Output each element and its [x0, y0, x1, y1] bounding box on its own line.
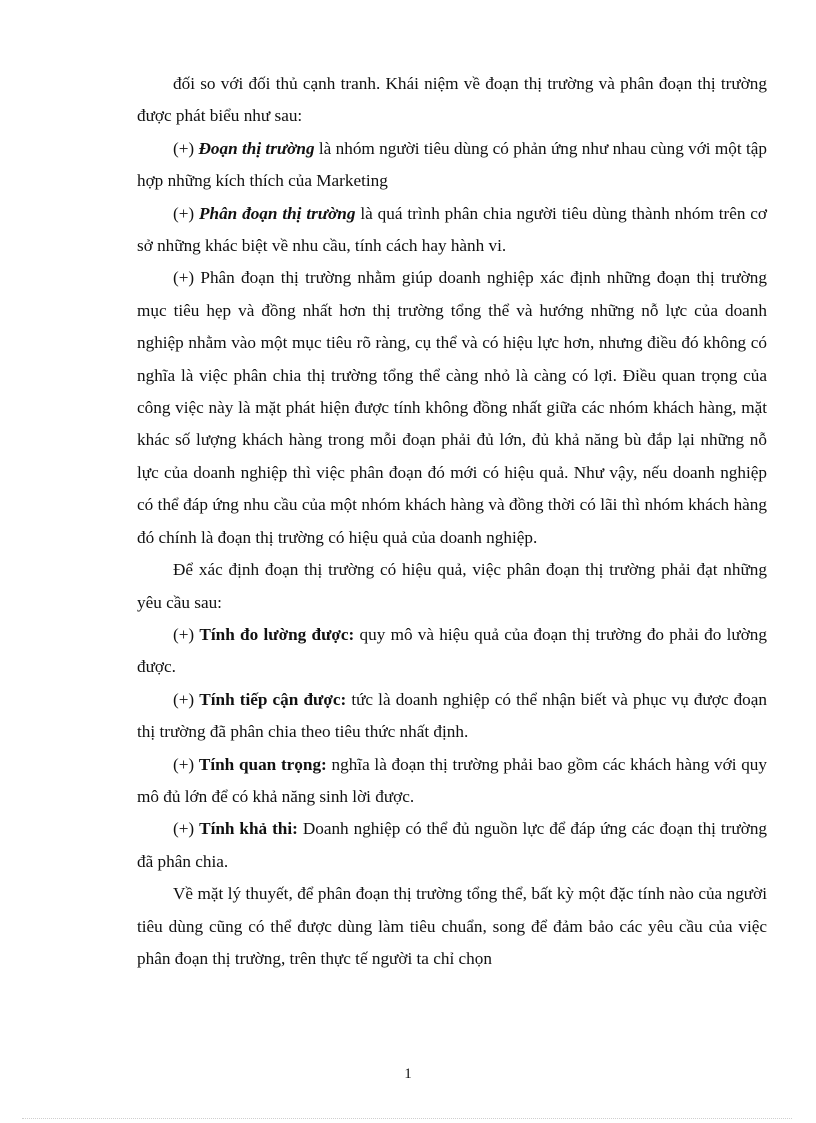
term-segmentation: Phân đoạn thị trường [199, 203, 356, 223]
requirement-text: nghĩa là đoạn thị trường phải bao gồm các khách hàng với quy mô đủ lớn để có khả năng sinh lời được. [137, 754, 767, 806]
definition-text: là quá trình phân chia người tiêu dùng thành nhóm trên cơ sở những khác biệt về nhu cầu, tính cách hay hành vi. [137, 203, 768, 256]
term-segment: Đoạn thị trường [198, 138, 315, 158]
paragraph-req-accessible [137, 684, 767, 749]
bullet-prefix: (+) [173, 689, 200, 709]
paragraph-req-substantial [137, 749, 767, 814]
paragraph-definition-segment [137, 133, 767, 198]
requirement-text: tức là doanh nghiệp có thể nhận biết và phục vụ được đoạn thị trường đã phân chia theo tiêu thức nhất định. [137, 689, 767, 742]
requirement-text: quy mô và hiệu quả của đoạn thị trường đo phải đo lường được. [137, 624, 767, 677]
bullet-prefix: (+) [173, 203, 200, 223]
page-bottom-divider [22, 1118, 792, 1119]
definition-text: là nhóm người tiêu dùng có phản ứng như nhau cùng với một tập hợp những kích thích của Marketing [137, 138, 767, 191]
term-feasible: Tính khả thi: [199, 819, 298, 839]
term-substantial: Tính quan trọng: [198, 754, 327, 774]
paragraph-intro: đối so với đối thủ cạnh tranh. Khái niệm về đoạn thị trường và phân đoạn thị trường được phát biểu như sau: [137, 74, 767, 126]
page-number: 1 [404, 1066, 412, 1082]
requirement-text: Doanh nghiệp có thể đủ nguồn lực để đáp ứng các đoạn thị trường đã phân chia. [137, 819, 768, 871]
bullet-prefix: (+) [173, 624, 200, 644]
paragraph-req-feasible [137, 813, 767, 878]
term-accessible: Tính tiếp cận được: [199, 689, 347, 709]
bullet-prefix: (+) [173, 754, 199, 774]
bullet-prefix: (+) [173, 819, 200, 839]
paragraph-theory: Về mặt lý thuyết, để phân đoạn thị trường tổng thể, bất kỳ một đặc tính nào của người tiêu dùng cũng có thể được dùng làm tiêu chuẩn, song để đảm bảo các yêu cầu của việc phân đoạn thị trường, trên thực tế người ta chỉ chọn [137, 884, 767, 968]
paragraph-purpose: (+) Phân đoạn thị trường nhằm giúp doanh nghiệp xác định những đoạn thị trường mục tiêu hẹp và đồng nhất hơn thị trường tổng thể và hướng những nỗ lực của doanh nghiệp nhằm vào một mục tiêu rõ ràng, cụ thể và có hiệu lực hơn, nhưng điều đó không có nghĩa là việc phân chia thị trường tổng thể càng nhỏ là càng có lợi. Điều quan trọng của công việc này là mặt phát hiện được tính không đồng nhất giữa các nhóm khách hàng, mặt khác số lượng khách hàng trong mỗi đoạn phải đủ lớn, đủ khả năng bù đắp lại những nỗ lực của doanh nghiệp thì việc phân đoạn đó mới có hiệu quả. Như vậy, nếu doanh nghiệp có thể đáp ứng nhu cầu của một nhóm khách hàng và đồng thời có lãi thì nhóm khách hàng đó chính là đoạn thị trường có hiệu quả của doanh nghiệp. [137, 268, 767, 547]
bullet-prefix: (+) [173, 138, 199, 158]
term-measurable: Tính đo lường được: [199, 624, 355, 644]
paragraph-definition-segmentation [137, 198, 767, 263]
paragraph-req-measurable [137, 619, 767, 684]
document-body [137, 68, 767, 975]
paragraph-requirements-intro: Để xác định đoạn thị trường có hiệu quả, việc phân đoạn thị trường phải đạt những yêu cầu sau: [137, 560, 767, 612]
